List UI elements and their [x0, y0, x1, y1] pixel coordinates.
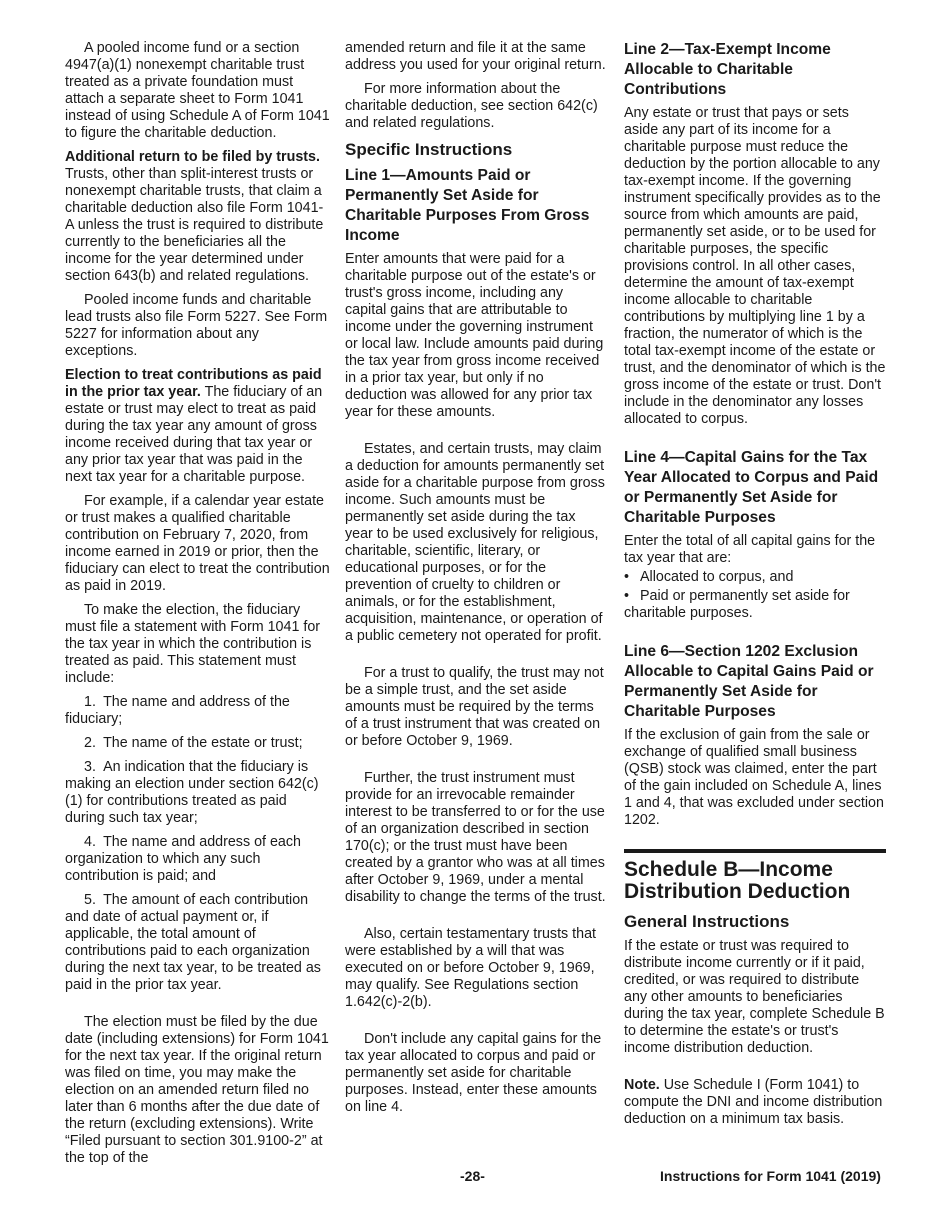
paragraph-pooled-income: A pooled income fund or a section 4947(a)(1) nonexempt charitable trust treated as a private foundation must attach a separate sheet to Form 1041 instead of using Schedule A of Form 1041 to figure the charitable deduction. [65, 40, 330, 141]
bullet-item: • Paid or permanently set aside for charitable purposes. [624, 588, 850, 621]
list-item: 2. The name of the estate or trust; [84, 735, 303, 751]
paragraph-note: Note. Use Schedule I (Form 1041) to compute the DNI and income distribution deduction on a minimum tax basis. [624, 1077, 883, 1127]
list-item: 4. The name and address of each organization to which any such contribution is paid; and [65, 834, 301, 884]
paragraph-qsb-exclusion: If the exclusion of gain from the sale or exchange of qualified small business (QSB) stock was claimed, enter the part of the gain included on Schedule A, lines 1 and 4, that was excluded under section 1202. [624, 727, 884, 828]
paragraph-schedule-b-general: If the estate or trust was required to distribute income currently or if it paid, credited, or was required to distribute any other amounts to beneficiaries during the tax year, complete Schedule B to determine the estate's or trust's income distribution deduction. [624, 938, 885, 1056]
paragraph-more-info: For more information about the charitable deduction, see section 642(c) and related regulations. [345, 81, 598, 131]
bullet-item: • Allocated to corpus, and [624, 569, 794, 585]
paragraph-pooled-5227: Pooled income funds and charitable lead trusts also file Form 5227. See Form 5227 for information about any exceptions. [65, 292, 328, 359]
paragraph-election: Election to treat contributions as paid in the prior tax year. The fiduciary of an estate or trust may elect to treat as paid during the tax year any amount of gross income received during that tax year or any prior tax year that was paid in the next tax year for a charitable purpose. [65, 367, 323, 485]
footer-document-title: Instructions for Form 1041 (2019) [660, 1168, 881, 1184]
column-middle [345, 40, 607, 1123]
heading-line-1: Line 1—Amounts Paid or Permanently Set Aside for Charitable Purposes From Gross Income [345, 167, 590, 244]
paragraph-line1-amounts: Enter amounts that were paid for a charitable purpose out of the estate's or trust's gross income, including any capital gains that are attributable to income under the governing instrument or local law. Include amounts paid during the tax year from gross income received in a prior tax year, but only if no deduction was allowed for any prior tax year for these amounts. [345, 251, 604, 420]
heading-line-6: Line 6—Section 1202 Exclusion Allocable to Capital Gains Paid or Permanently Set Aside for Charitable Purposes [624, 643, 874, 720]
column-left [65, 40, 330, 1174]
paragraph-testamentary-trusts: Also, certain testamentary trusts that were established by a will that was executed on or before October 9, 1969, may qualify. See Regulations section 1.642(c)-2(b). [345, 926, 597, 1010]
note-label: Note. [624, 1077, 660, 1093]
column-right [624, 40, 886, 1135]
run-in-heading: Additional return to be filed by trusts. [65, 149, 320, 165]
page-number: -28- [460, 1168, 485, 1184]
paragraph-example: For example, if a calendar year estate or trust makes a qualified charitable contribution on February 7, 2020, from income earned in 2019 or prior, then the fiduciary can elect to treat the contribution as paid in 2019. [65, 493, 330, 594]
paragraph-capital-gains: Don't include any capital gains for the tax year allocated to corpus and paid or permanently set aside for charitable purposes. Instead, enter these amounts on line 4. [345, 1031, 602, 1115]
paragraph-make-election: To make the election, the fiduciary must file a statement with Form 1041 for the tax year in which the contribution is treated as paid. This statement must include: [65, 602, 321, 686]
heading-line-4: Line 4—Capital Gains for the Tax Year Allocated to Corpus and Paid or Permanently Set Aside for Charitable Purposes [624, 449, 879, 526]
heading-general-instructions: General Instructions [624, 912, 790, 931]
paragraph-estates-set-aside: Estates, and certain trusts, may claim a deduction for amounts permanently set aside for a charitable purpose from gross income. Such amounts must be permanently set aside during the tax year to be used exclusively for religious, charitable, scientific, literary, or educational purposes, or for the prevention of cruelty to children or animals, or for the establishment, acquisition, maintenance, or operation of a public cemetery not operated for profit. [345, 441, 605, 644]
paragraph-amended-return: amended return and file it at the same address you used for your original return. [345, 40, 606, 73]
paragraph-additional-return: Additional return to be filed by trusts. Trusts, other than split-interest trusts or nonexempt charitable trusts, that claim a charitable deduction also file Form 1041-A unless the trust is required to distribute currently to the beneficiaries all the income for the year determined under section 643(b) and related regulations. [65, 149, 324, 284]
paragraph-election-due: The election must be filed by the due date (including extensions) for Form 1041 for the next tax year. If the original return was filed on time, you may make the election on an amended return filed no later than 6 months after the due date of the return (excluding extensions). Write “Filed pursuant to section 301.9100-2” at the top of the [65, 1014, 329, 1166]
paragraph-trust-qualify: For a trust to qualify, the trust may not be a simple trust, and the set aside amounts must be required by the terms of a trust instrument that was created on or before October 9, 1969. [345, 665, 604, 749]
paragraph-irrevocable-remainder: Further, the trust instrument must provide for an irrevocable remainder interest to be transferred to or for the use of an organization described in section 170(c); or the trust must have been created by a grantor who was at all times after October 9, 1969, under a mental disability to change the terms of the trust. [345, 770, 606, 905]
paragraph-tax-exempt-income: Any estate or trust that pays or sets aside any part of its income for a charitable purpose must reduce the deduction by the portion allocable to any tax-exempt income. If the governing instrument specifically provides as to the source from which amounts are paid, permanently set aside, or to be used for charitable purposes, the specific provisions control. In all other cases, determine the amount of tax-exempt income allocable to charitable contributions by multiplying line 1 by a fraction, the numerator of which is the total tax-exempt income of the estate or trust, and the denominator of which is the gross income of the estate or trust. Don't include in the denominator any losses allocated to corpus. [624, 105, 886, 427]
heading-line-2: Line 2—Tax-Exempt Income Allocable to Charitable Contributions [624, 41, 831, 98]
heading-schedule-b: Schedule B—Income Distribution Deduction [624, 849, 886, 903]
list-item: 1. The name and address of the fiduciary; [65, 694, 290, 727]
heading-specific-instructions: Specific Instructions [345, 140, 513, 159]
bullet-glyph: • [624, 588, 630, 604]
list-item: 3. An indication that the fiduciary is making an election under section 642(c)(1) for contributions treated as paid during such tax year; [65, 759, 319, 826]
paragraph-capital-gains-total: Enter the total of all capital gains for the tax year that are: [624, 533, 876, 566]
list-item: 5. The amount of each contribution and date of actual payment or, if applicable, the total amount of contributions paid to each organization during the next tax year, to be treated as paid in the prior tax year. [65, 892, 321, 993]
run-in-heading: Election to treat contributions as paid in the prior tax year. [65, 367, 322, 400]
bullet-glyph: • [624, 569, 630, 585]
